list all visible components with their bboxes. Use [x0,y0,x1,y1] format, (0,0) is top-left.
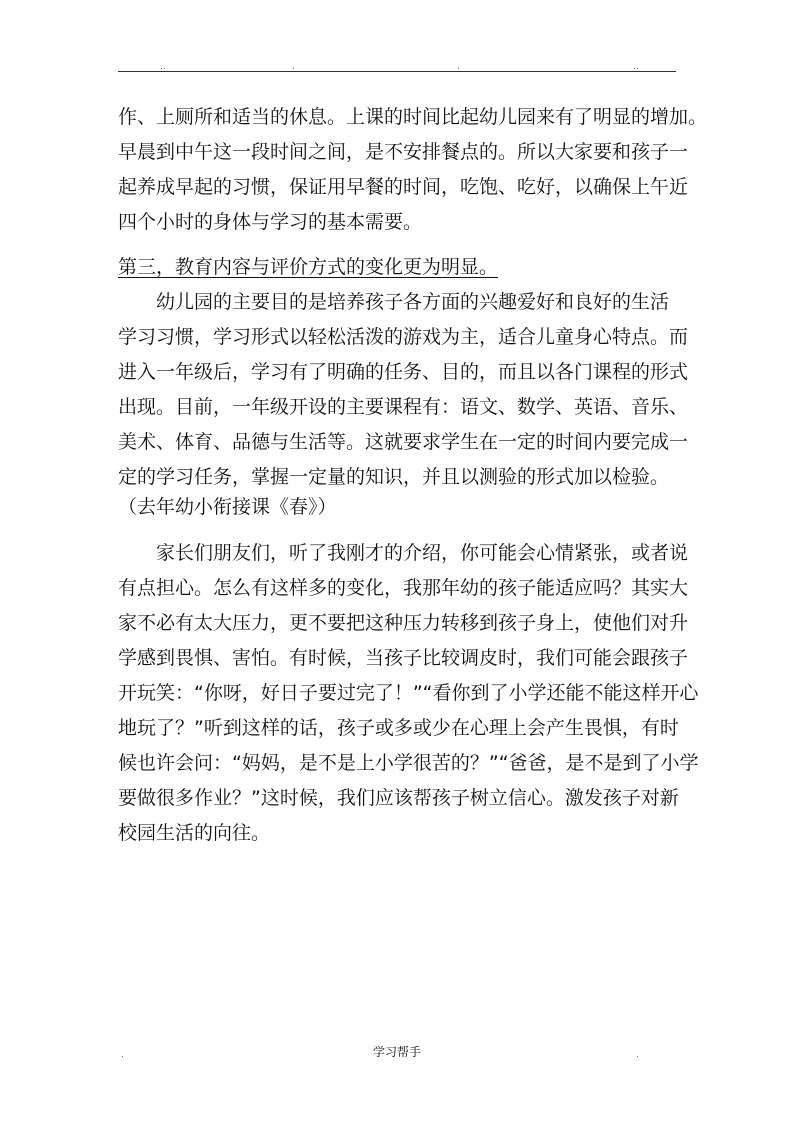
paragraph [118,536,699,851]
parenthetical-note: （去年幼小衔接课《春》） [118,496,337,518]
header-mark: . [457,62,460,72]
footer-mark: . [121,1050,124,1060]
text-line: 学感到畏惧、害怕。有时候，当孩子比较调皮时，我们可能会跟孩子 [118,647,689,669]
header-mark: .. [633,62,639,72]
text-line: 四个小时的身体与学习的基本需要。 [118,211,423,233]
section-heading: 第三，教育内容与评价方式的变化更为明显。 [118,256,499,278]
text-line: 作、上厕所和适当的休息。上课的时间比起幼儿园来有了明显的增加。 [118,106,708,128]
text-line: 候也许会问：“妈妈，是不是上小学很苦的？”“爸爸，是不是到了小学 [118,752,699,774]
paragraph [118,285,689,520]
section-heading-line [118,250,678,285]
document-body [118,100,708,851]
text-line: 早晨到中午这一段时间之间，是不安排餐点的。所以大家要和孩子一 [118,141,689,163]
text-line: 定的学习任务，掌握一定量的知识，并且以测验的形式加以检验。 [118,466,670,488]
header-mark: .. [160,62,166,72]
text-line: 出现。目前，一年级开设的主要课程有：语文、数学、英语、音乐、 [118,396,689,418]
text-line: 有点担心。怎么有这样多的变化，我那年幼的孩子能适应吗？其实大 [118,577,689,599]
paragraph [118,100,708,240]
text-line: 起养成早起的习惯，保证用早餐的时间，吃饱、吃好，以确保上午近 [118,176,689,198]
text-line: 地玩了？”听到这样的话，孩子或多或少在心理上会产生畏惧，有时 [118,717,679,739]
footer-mark: . [636,1050,639,1060]
text-line: 要做很多作业？”这时候，我们应该帮孩子树立信心。激发孩子对新 [118,787,679,809]
text-line: 家长们朋友们，听了我刚才的介绍，你可能会心情紧张，或者说 [118,542,689,564]
text-line: 进入一年级后，学习有了明确的任务、目的，而且以各门课程的形式 [118,361,689,383]
text-line: 家不必有太大压力，更不要把这种压力转移到孩子身上，使他们对升 [118,612,689,634]
text-line: 幼儿园的主要目的是培养孩子各方面的兴趣爱好和良好的生活 [118,291,670,313]
text-line: 校园生活的向往。 [118,822,271,844]
header-divider [118,71,676,72]
header-mark: . [292,62,295,72]
footer-label: 学习帮手 [372,1045,421,1059]
text-line: 学习习惯，学习形式以轻松活泼的游戏为主，适合儿童身心特点。而 [118,326,689,348]
text-line: 美术、体育、品德与生活等。这就要求学生在一定的时间内要完成一 [118,431,689,453]
text-line: 开玩笑：“你呀，好日子要过完了！”“看你到了小学还能不能这样开心 [118,682,699,704]
